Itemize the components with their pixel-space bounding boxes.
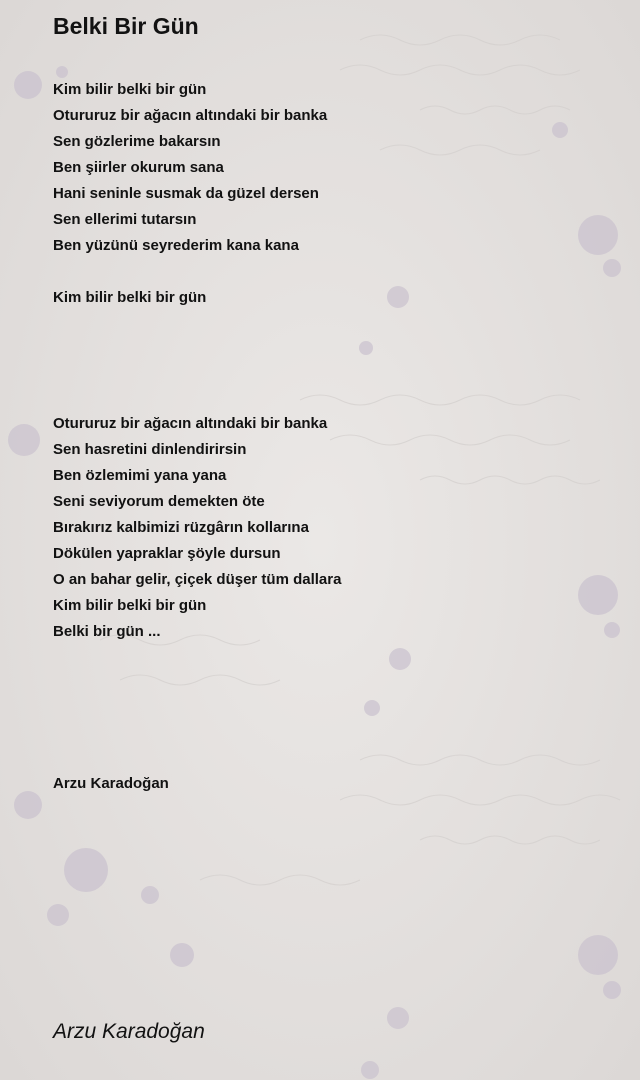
poem-title: Belki Bir Gün: [53, 13, 199, 39]
poem-line: Otururuz bir ağacın altındaki bir banka: [53, 107, 328, 124]
poem-line: Seni seviyorum demekten öte: [53, 493, 265, 510]
poem-line: Sen ellerimi tutarsın: [53, 211, 197, 228]
author-signature: Arzu Karadoğan: [53, 1020, 205, 1043]
poem-line: Ben yüzünü seyrederim kana kana: [53, 237, 299, 254]
poem-author: Arzu Karadoğan: [53, 775, 169, 792]
poem-line: Otururuz bir ağacın altındaki bir banka: [53, 415, 328, 432]
poem-line: Ben özlemimi yana yana: [53, 467, 227, 484]
poem-line: Hani seninle susmak da güzel dersen: [53, 185, 319, 202]
poem-line: Belki bir gün ...: [53, 623, 161, 640]
poem-stanza-2: [53, 285, 206, 311]
poem-line: Sen gözlerime bakarsın: [53, 133, 221, 150]
poem-line: Bırakırız kalbimizi rüzgârın kollarına: [53, 519, 309, 536]
poem-line: Dökülen yapraklar şöyle dursun: [53, 545, 281, 562]
poem-line: Kim bilir belki bir gün: [53, 597, 207, 614]
poem-stanza-3: [53, 411, 341, 645]
poem-line: O an bahar gelir, çiçek düşer tüm dallara: [53, 571, 342, 588]
poem-line: Kim bilir belki bir gün: [53, 289, 207, 306]
poem-line: Kim bilir belki bir gün: [53, 81, 207, 98]
poem-stanza-1: [53, 77, 327, 259]
poem-line: Ben şiirler okurum sana: [53, 159, 224, 176]
poem-line: Sen hasretini dinlendirirsin: [53, 441, 247, 458]
